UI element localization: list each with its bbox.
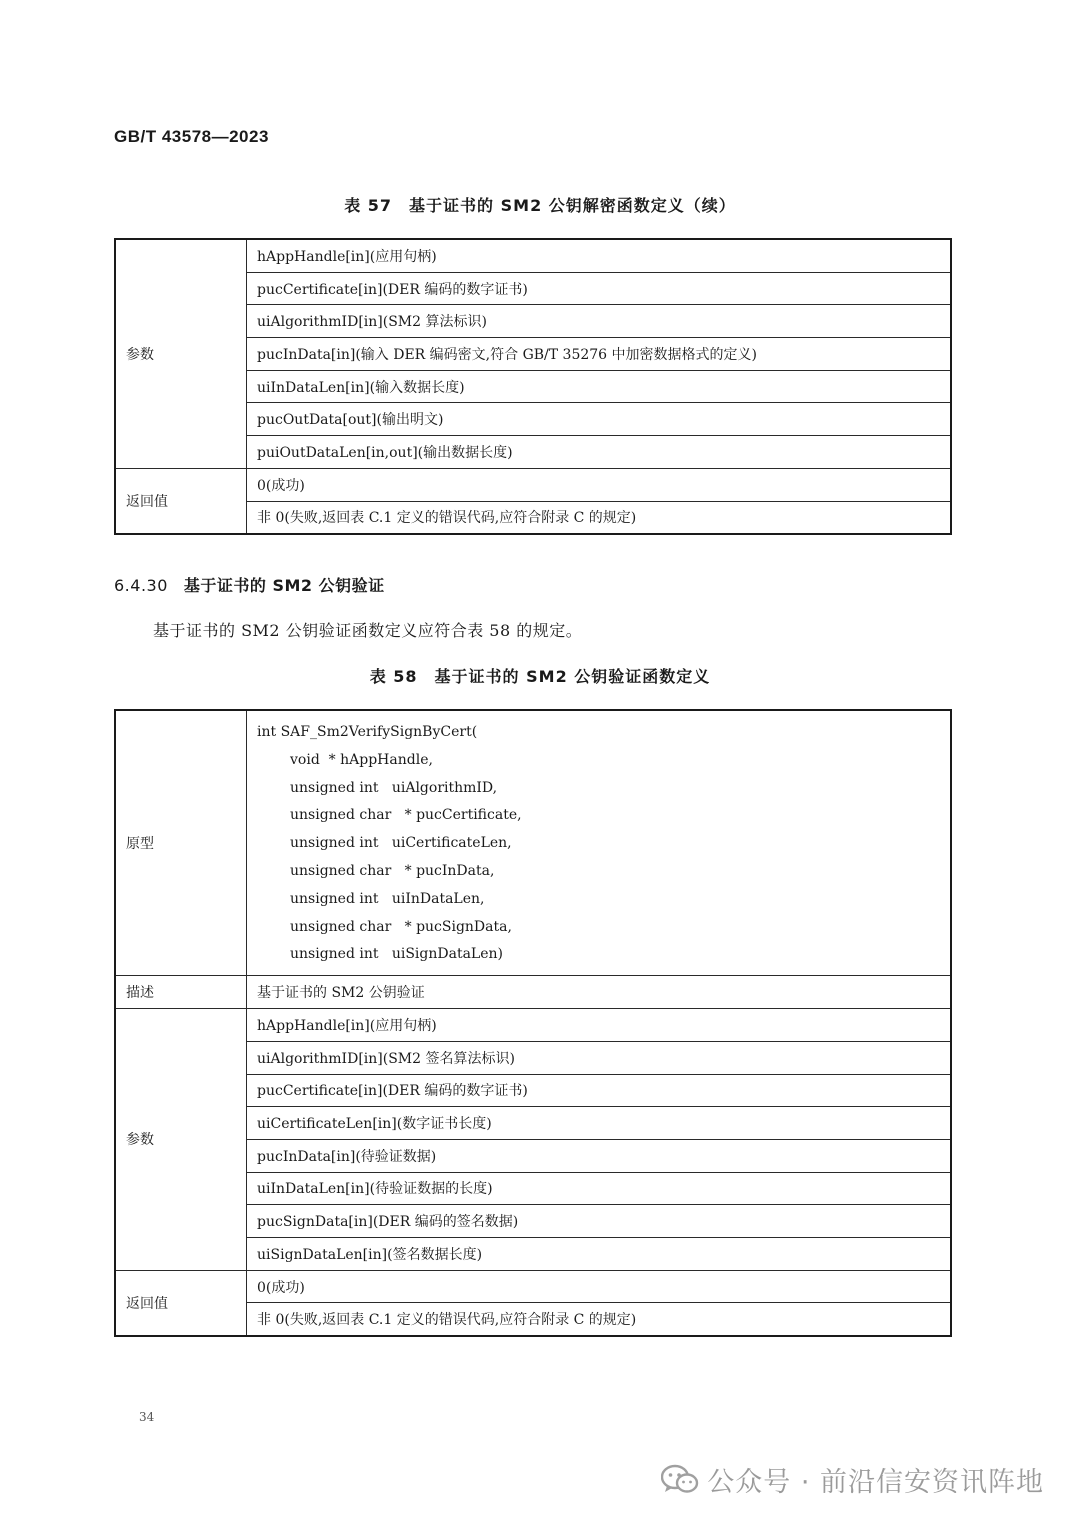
table-row: [115, 1009, 951, 1042]
desc-label: 描述: [115, 976, 247, 1009]
table-row: [115, 1270, 951, 1303]
return-label: 返回值: [115, 468, 247, 534]
table-row: [115, 468, 951, 501]
watermark: [661, 1460, 1044, 1499]
table-row: [115, 710, 951, 976]
section-title: 基于证书的 SM2 公钥验证: [183, 576, 385, 595]
prototype-cell: [247, 710, 952, 976]
proto-line: unsigned char * pucCertificate,: [290, 807, 522, 824]
table-row: [115, 976, 951, 1009]
param-cell: pucInData[in](输入 DER 编码密文,符合 GB/T 35276 中加密数据格式的定义): [247, 338, 952, 371]
return-cell: 0(成功): [247, 468, 952, 501]
param-cell: pucInData[in](待验证数据): [247, 1139, 952, 1172]
param-cell: pucOutData[out](输出明文): [247, 403, 952, 436]
section-paragraph: 基于证书的 SM2 公钥验证函数定义应符合表 58 的规定。: [153, 621, 583, 640]
param-cell: uiCertificateLen[in](数字证书长度): [247, 1107, 952, 1140]
watermark-text: 公众号 · 前沿信安资讯阵地: [707, 1467, 1044, 1498]
proto-line: unsigned int uiAlgorithmID,: [290, 779, 498, 796]
proto-label: 原型: [115, 710, 247, 976]
table-57: [114, 238, 952, 535]
table-row: [115, 239, 951, 272]
proto-line: void * hAppHandle,: [290, 751, 433, 768]
return-label: 返回值: [115, 1270, 247, 1336]
standard-number: GB/T 43578—2023: [114, 127, 269, 146]
param-cell: hAppHandle[in](应用句柄): [247, 239, 952, 272]
section-number: 6.4.30: [114, 576, 168, 595]
param-cell: pucSignData[in](DER 编码的签名数据): [247, 1205, 952, 1238]
param-cell: uiInDataLen[in](输入数据长度): [247, 370, 952, 403]
proto-line: unsigned int uiCertificateLen,: [290, 835, 512, 852]
page-number: 34: [139, 1410, 155, 1424]
return-cell: 0(成功): [247, 1270, 952, 1303]
return-cell: 非 0(失败,返回表 C.1 定义的错误代码,应符合附录 C 的规定): [247, 1303, 952, 1336]
param-cell: uiAlgorithmID[in](SM2 算法标识): [247, 305, 952, 338]
param-label: 参数: [115, 239, 247, 468]
proto-line: int SAF_Sm2VerifySignByCert(: [257, 724, 478, 740]
table-57-caption: 表 57 基于证书的 SM2 公钥解密函数定义（续）: [344, 196, 736, 215]
param-cell: pucCertificate[in](DER 编码的数字证书): [247, 1074, 952, 1107]
proto-line: unsigned int uiSignDataLen): [290, 946, 503, 963]
proto-line: unsigned char * pucInData,: [290, 862, 495, 879]
return-cell: 非 0(失败,返回表 C.1 定义的错误代码,应符合附录 C 的规定): [247, 501, 952, 534]
proto-line: unsigned int uiInDataLen,: [290, 890, 485, 907]
param-cell: uiInDataLen[in](待验证数据的长度): [247, 1172, 952, 1205]
table-58: [114, 709, 952, 1337]
section-heading: [114, 573, 385, 596]
param-cell: uiAlgorithmID[in](SM2 签名算法标识): [247, 1041, 952, 1074]
param-cell: puiOutDataLen[in,out](输出数据长度): [247, 436, 952, 469]
param-cell: hAppHandle[in](应用句柄): [247, 1009, 952, 1042]
param-cell: uiSignDataLen[in](签名数据长度): [247, 1237, 952, 1270]
proto-line: unsigned char * pucSignData,: [290, 918, 512, 935]
wechat-icon: [661, 1464, 699, 1496]
param-cell: pucCertificate[in](DER 编码的数字证书): [247, 272, 952, 305]
table-58-caption: 表 58 基于证书的 SM2 公钥验证函数定义: [369, 667, 711, 686]
param-label: 参数: [115, 1009, 247, 1271]
desc-cell: 基于证书的 SM2 公钥验证: [247, 976, 952, 1009]
